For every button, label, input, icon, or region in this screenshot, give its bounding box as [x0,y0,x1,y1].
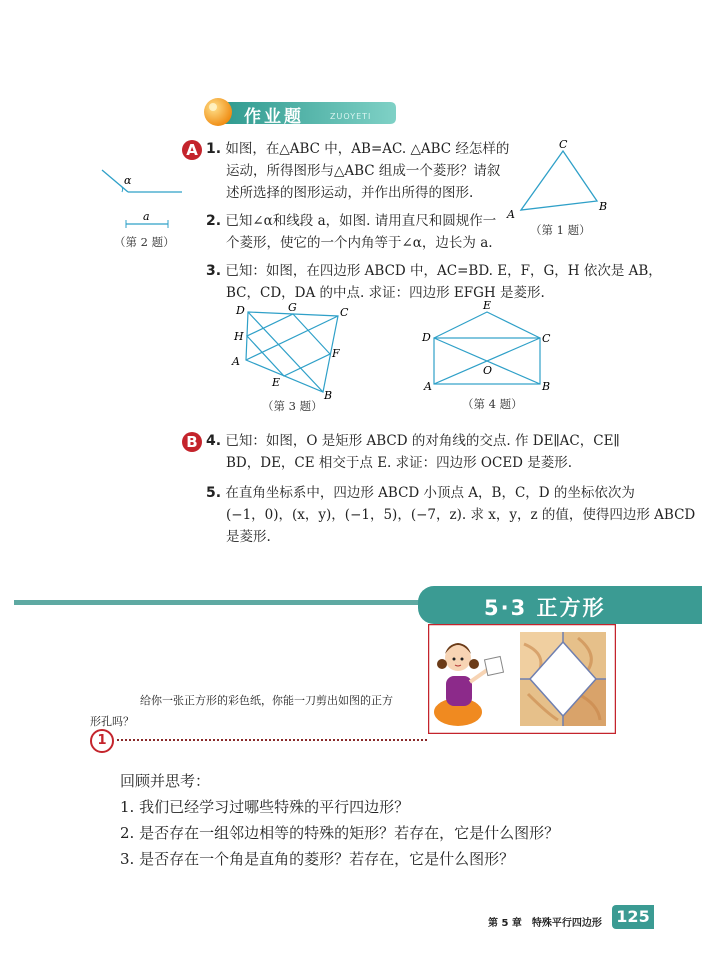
label-D: D [422,331,431,344]
label-F: F [332,347,340,360]
review-question: 2. 是否存在一组邻边相等的特殊的矩形？若存在，它是什么图形？ [120,824,560,842]
problem-2 [206,210,496,254]
homework-subtitle: ZUOYETI [330,112,372,121]
review-question: 1. 我们已经学习过哪些特殊的平行四边形？ [120,798,410,816]
homework-title: 作业题 [244,107,304,127]
caption-fig4: （第 4 题） [462,397,523,411]
problem-4 [206,430,620,474]
problem-5 [206,482,695,548]
label-O: O [483,364,493,377]
group-a-badge: A [182,140,202,160]
label-C: C [340,306,349,319]
label-a: a [143,210,150,223]
problem-line: 是菱形. [226,529,271,545]
review-heading: 回顾并思考： [120,772,211,790]
caption-fig1: （第 1 题） [530,223,591,237]
problem-1 [206,138,509,204]
label-B: B [599,200,608,213]
illustration-girl-paper [428,624,616,734]
label-B: B [324,389,333,402]
label-D: D [236,304,245,317]
label-G: G [288,302,297,314]
section-divider [14,600,434,605]
problem-line: 如图，在△ABC 中，AB=AC. △ABC 经怎样的 [225,141,510,157]
problem-line: 已知∠α和线段 a，如图. 请用直尺和圆规作一 [225,213,497,229]
problem-number: 5. [206,485,222,501]
problem-line: 在直角坐标系中，四边形 ABCD 小顶点 A，B，C，D 的坐标依次为 [225,485,635,501]
problem-line: 述所选择的图形运动，并作出所得的图形. [226,185,474,201]
footer-chapter: 第 5 章 特殊平行四边形 [488,918,602,929]
label-alpha: α [124,174,132,187]
label-C: C [542,332,551,345]
caption-fig3: （第 3 题） [262,399,323,413]
figure-4-rectangle [420,298,555,394]
page-number: 125 [612,905,654,929]
intro-line: 给你一张正方形的彩色纸，你能一刀剪出如图的正方 [140,694,393,707]
group-b-badge: B [182,432,202,452]
label-H: H [234,330,244,343]
label-B: B [542,380,551,393]
problem-line: 运动，所得图形与△ABC 组成一个菱形？请叙 [226,163,501,179]
figure-3-quadrilateral [228,302,358,402]
problem-line: BC，CD，DA 的中点. 求证：四边形 EFGH 是菱形. [226,285,545,301]
intro-line: 形孔吗？ [90,715,134,728]
problem-number: 4. [206,433,222,449]
square-paper-with-hole [520,632,606,726]
label-A: A [507,208,515,221]
problem-line: (−1，0)，(x，y)，(−1，5)，(−7，z). 求 x，y，z 的值，使得四边形 ABCD [226,507,696,523]
label-A: A [424,380,432,393]
review-question: 3. 是否存在一个角是直角的菱形？若存在，它是什么图形？ [120,850,515,868]
caption-fig2: （第 2 题） [114,235,175,249]
label-E: E [483,299,492,312]
problem-number: 1. [206,141,222,157]
problem-line: BD，DE，CE 相交于点 E. 求证：四边形 OCED 是菱形. [226,455,573,471]
problem-number: 3. [206,263,222,279]
problem-line: 已知：如图，在四边形 ABCD 中，AC=BD. E，F，G，H 依次是 AB， [225,263,662,279]
label-A: A [232,355,240,368]
problem-number: 2. [206,213,222,229]
figure-1-triangle [505,138,615,222]
label-E: E [272,376,281,389]
dotted-divider [117,739,427,741]
label-C: C [559,138,568,151]
problem-line: 已知：如图，O 是矩形 ABCD 的对角线的交点. 作 DE∥AC，CE∥ [225,433,620,449]
problem-line: 个菱形，使它的一个内角等于∠α，边长为 a. [226,235,493,251]
figure-2-angle-segment [98,162,188,232]
intro-question [90,690,430,732]
section-title: 5·3 正方形 [484,596,606,620]
intro-marker: 1 [90,729,114,753]
